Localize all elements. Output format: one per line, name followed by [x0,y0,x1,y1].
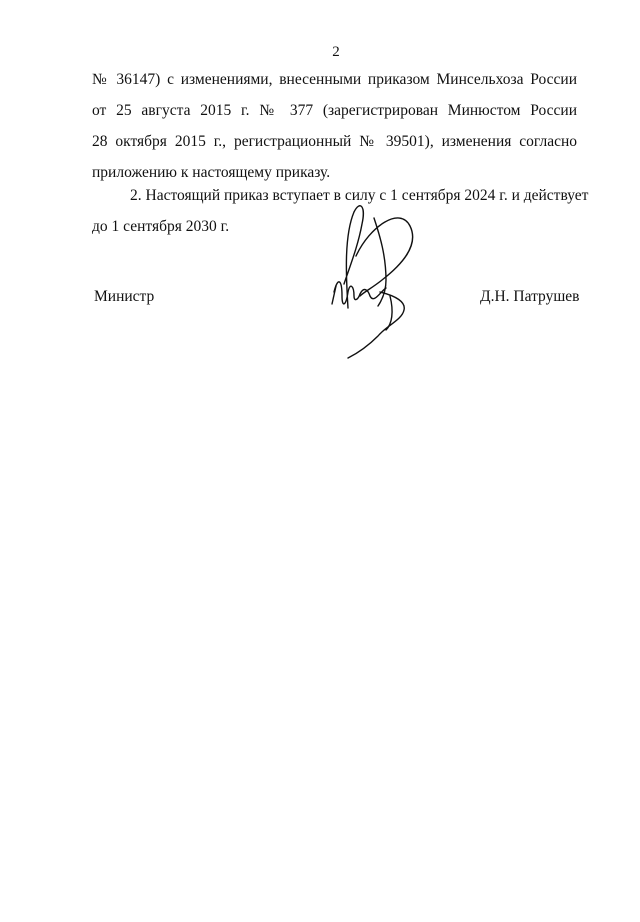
paragraph-line: № 36147) с изменениями, внесенными приказом Минсельхоза России [92,71,577,88]
paragraph-line: от 25 августа 2015 г. № 377 (зарегистрирован Минюстом России [92,102,577,119]
paragraph-amendments [92,64,577,188]
paragraph-line: 28 октября 2015 г., регистрационный № 39501), изменения согласно [92,133,577,150]
page-number: 2 [332,44,340,60]
paragraph-line: 2. Настоящий приказ вступает в силу с 1 сентября 2024 г. и действует [130,187,589,204]
signatory-title: Министр [94,288,155,305]
paragraph-line: до 1 сентября 2030 г. [92,218,230,235]
paragraph-line: приложению к настоящему приказу. [92,164,331,181]
handwritten-signature [320,196,440,362]
signatory-name: Д.Н. Патрушев [480,288,580,305]
